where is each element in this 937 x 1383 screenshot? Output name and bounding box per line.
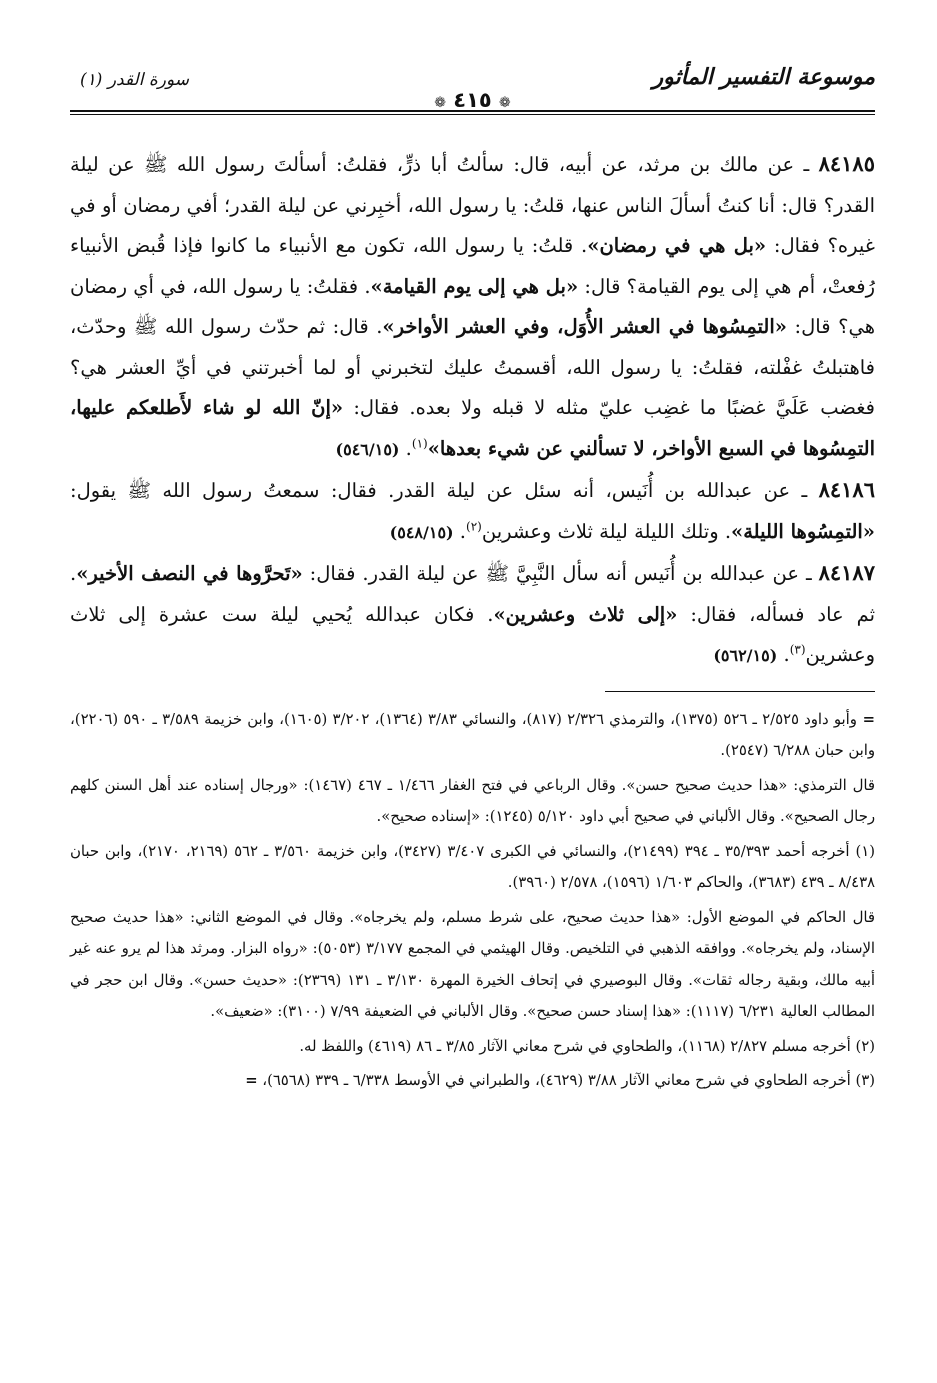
footnotes bbox=[70, 704, 875, 1097]
hadith-text: . قلتُ: يا رسول الله، تكون مع الأنبياء ما كانوا فإذا قُبض الأنبياء رُفعتْ، أم هي إلى يوم القيامة؟ قال: bbox=[70, 234, 875, 298]
hadith-text: . وتلك الليلة ليلة ثلاث وعشرين bbox=[481, 519, 732, 543]
hadith-number: ٨٤١٨٦ bbox=[818, 477, 875, 502]
hadith-text: ـ عن عبدالله بن أُنَيس أنه سأل النَّبِيَّ ﷺ عن ليلة القدر. فقال: bbox=[302, 562, 819, 585]
surah-title: سورة القدر (١) bbox=[80, 70, 189, 90]
hadith-84185 bbox=[70, 144, 875, 470]
footnote-1: (١) أخرجه أحمد ٣٥/٣٩٣ ـ ٣٩٤ (٢١٤٩٩)، والنسائي في الكبرى ٣/٤٠٧ (٣٤٢٧)، وابن خزيمة ٣/٥٦٠ ـ ٥٦٢ (٢١٦٩، ٢١٧٠)، وابن حبان ٨/٤٣٨ ـ ٤٣٩ (٣٦٨٣)، والحاكم ١/٦٠٣ (١٥٩٦)، ٢/٥٧٨ (٣٩٦٠). bbox=[70, 842, 875, 891]
hadith-number: ٨٤١٨٥ bbox=[818, 151, 875, 176]
main-text bbox=[70, 144, 875, 677]
hadith-text: ـ عن مالك بن مرثد، عن أبيه، قال: سألتُ أبا ذرٍّ، فقلتُ: أسألتَ رسول الله ﷺ عن ليلة القدر؟ قال: أنا كنتُ أسألَ الناس عنها، قلتُ: يا رسول الله، أخبِرني عن ليلة القدر؛ أفي رمضان أو في غيره؟ فقال: bbox=[70, 153, 875, 257]
volume-reference: (٥٤٨/١٥) bbox=[389, 522, 454, 542]
prophetic-quote: «إلى ثلاث وعشرين» bbox=[493, 602, 678, 626]
page-number: ٤١٥ bbox=[453, 88, 492, 112]
footnote-separator bbox=[605, 691, 875, 692]
prophetic-quote: «بل هي في رمضان» bbox=[587, 234, 767, 257]
footnote-hakim: قال الحاكم في الموضع الأول: «هذا حديث صحيح، على شرط مسلم، ولم يخرجاه». وقال في الموضع الثاني: «هذا حديث صحيح الإسناد، ولم يخرجاه». ووافقه الذهبي في التلخيص. وقال الهيثمي في المجمع ٣/١٧٧ (٥٠٥٣): «رواه البزار. ومرثد هذا لم يرو عنه غير أبيه مالك، وبقية رجاله ثقات». وقال البوصيري في إتحاف الخيرة المهرة ٣/١٣٠ ـ ١٣١ (٢٣٦٩): «حديث حسن». وقال ابن حجر في المطالب العالية ٦/٢٣١ (١١١٧): «هذا إسناد حسن صحيح». وقال الألباني في الضعيفة ٧/٩٩ (٣١٠٠): «ضعيف». bbox=[70, 908, 875, 1020]
footnote-continuation bbox=[70, 704, 875, 767]
book-title: موسوعة التفسير المأثور bbox=[652, 64, 875, 90]
footnote-text: وأبو داود ٢/٥٢٥ ـ ٥٢٦ (١٣٧٥)، والترمذي ٢/٣٢٦ (٨١٧)، والنسائي ٣/٨٣ (١٣٦٤)، ٣/٢٠٢ (١٦٠٥)، وابن خزيمة ٣/٥٨٩ ـ ٥٩٠ (٢٢٠٦)، وابن حبان ٦/٢٨٨ (٢٥٤٧). bbox=[70, 710, 875, 759]
volume-reference: (٥٦٢/١٥) bbox=[713, 646, 778, 665]
hadith-84186 bbox=[70, 470, 875, 553]
footnote-marker: (٣) bbox=[789, 642, 806, 657]
ornament-icon: ❁ bbox=[434, 95, 446, 111]
hadith-number: ٨٤١٨٧ bbox=[818, 560, 875, 585]
volume-reference: (٥٤٦/١٥) bbox=[335, 439, 400, 459]
header-rule bbox=[70, 110, 875, 112]
hadith-84187 bbox=[70, 553, 875, 677]
hadith-text: ـ عن عبدالله بن أُنَيس، أنه سئل عن ليلة القدر. فقال: سمعتُ رسول الله ﷺ يقول: bbox=[70, 479, 819, 502]
book-page bbox=[70, 58, 875, 1358]
continuation-mark: = bbox=[856, 710, 875, 728]
hadith-text: . ثم عاد فسأله، فقال: bbox=[70, 562, 875, 626]
hadith-text: . bbox=[399, 436, 412, 460]
hadith-text: . bbox=[777, 643, 790, 666]
hadith-text: . فقلتُ: يا رسول الله، في أي رمضان هي؟ قال: bbox=[70, 274, 875, 338]
hadith-text: . فكان عبدالله يُحيي ليلة ست عشرة إلى ثلاث وعشرين bbox=[70, 602, 875, 666]
hadith-text: . قال: ثم حدّث رسول الله ﷺ وحدّث، فاهتبلتُ غفْلته، فقلتُ: يا رسول الله، أقسمتُ عليك لتخبرني أو لما أخبرتني في أيِّ العشر هي؟ فغضب عَلَيَّ غضبًا ما غضِب عليّ مثله لا قبله ولا بعده. فقال: bbox=[70, 315, 876, 419]
continuation-mark: = bbox=[245, 1072, 258, 1089]
prophetic-quote: «تَحرَّوها في النصف الأخير» bbox=[76, 562, 303, 585]
footnote-marker: (٢) bbox=[466, 519, 482, 533]
prophetic-quote: «التمِسُوها في العشر الأُوَل، وفي العشر الأواخر» bbox=[382, 315, 787, 338]
hadith-text: . bbox=[453, 519, 467, 543]
ornament-icon: ❁ bbox=[499, 95, 511, 111]
prophetic-quote: «إنّ الله لو شاء لأَطلعكم عليها، التمِسُوها في السبع الأواخر، لا تسألني عن شيء بعدها» bbox=[70, 396, 875, 460]
footnote-marker: (١) bbox=[411, 436, 428, 450]
running-header bbox=[70, 58, 875, 118]
footnote-3 bbox=[70, 1065, 875, 1097]
footnote-tirmidhi: قال الترمذي: «هذا حديث صحيح حسن». وقال الرباعي في فتح الغفار ١/٤٦٦ ـ ٤٦٧ (١٤٦٧): «ورجال إسناده عند أهل السنن كلهم رجال الصحيح». وقال الألباني في صحيح أبي داود ٥/١٢٠ (١٢٤٥): «إسناده صحيح». bbox=[70, 776, 875, 825]
footnote-text: (٣) أخرجه الطحاوي في شرح معاني الآثار ٣/٨٨ (٤٦٢٩)، والطبراني في الأوسط ٦/٣٣٨ ـ ٣٣٩ (٦٥٦٨)، bbox=[257, 1072, 875, 1089]
header-rule-thin bbox=[70, 114, 875, 115]
footnote-2: (٢) أخرجه مسلم ٢/٨٢٧ (١١٦٨)، والطحاوي في شرح معاني الآثار ٣/٨٥ ـ ٨٦ (٤٦١٩) واللفظ له. bbox=[299, 1037, 875, 1055]
prophetic-quote: «بل هي إلى يوم القيامة» bbox=[370, 274, 579, 298]
page-number-block bbox=[70, 88, 875, 112]
prophetic-quote: «التمِسُوها الليلة» bbox=[731, 519, 875, 543]
